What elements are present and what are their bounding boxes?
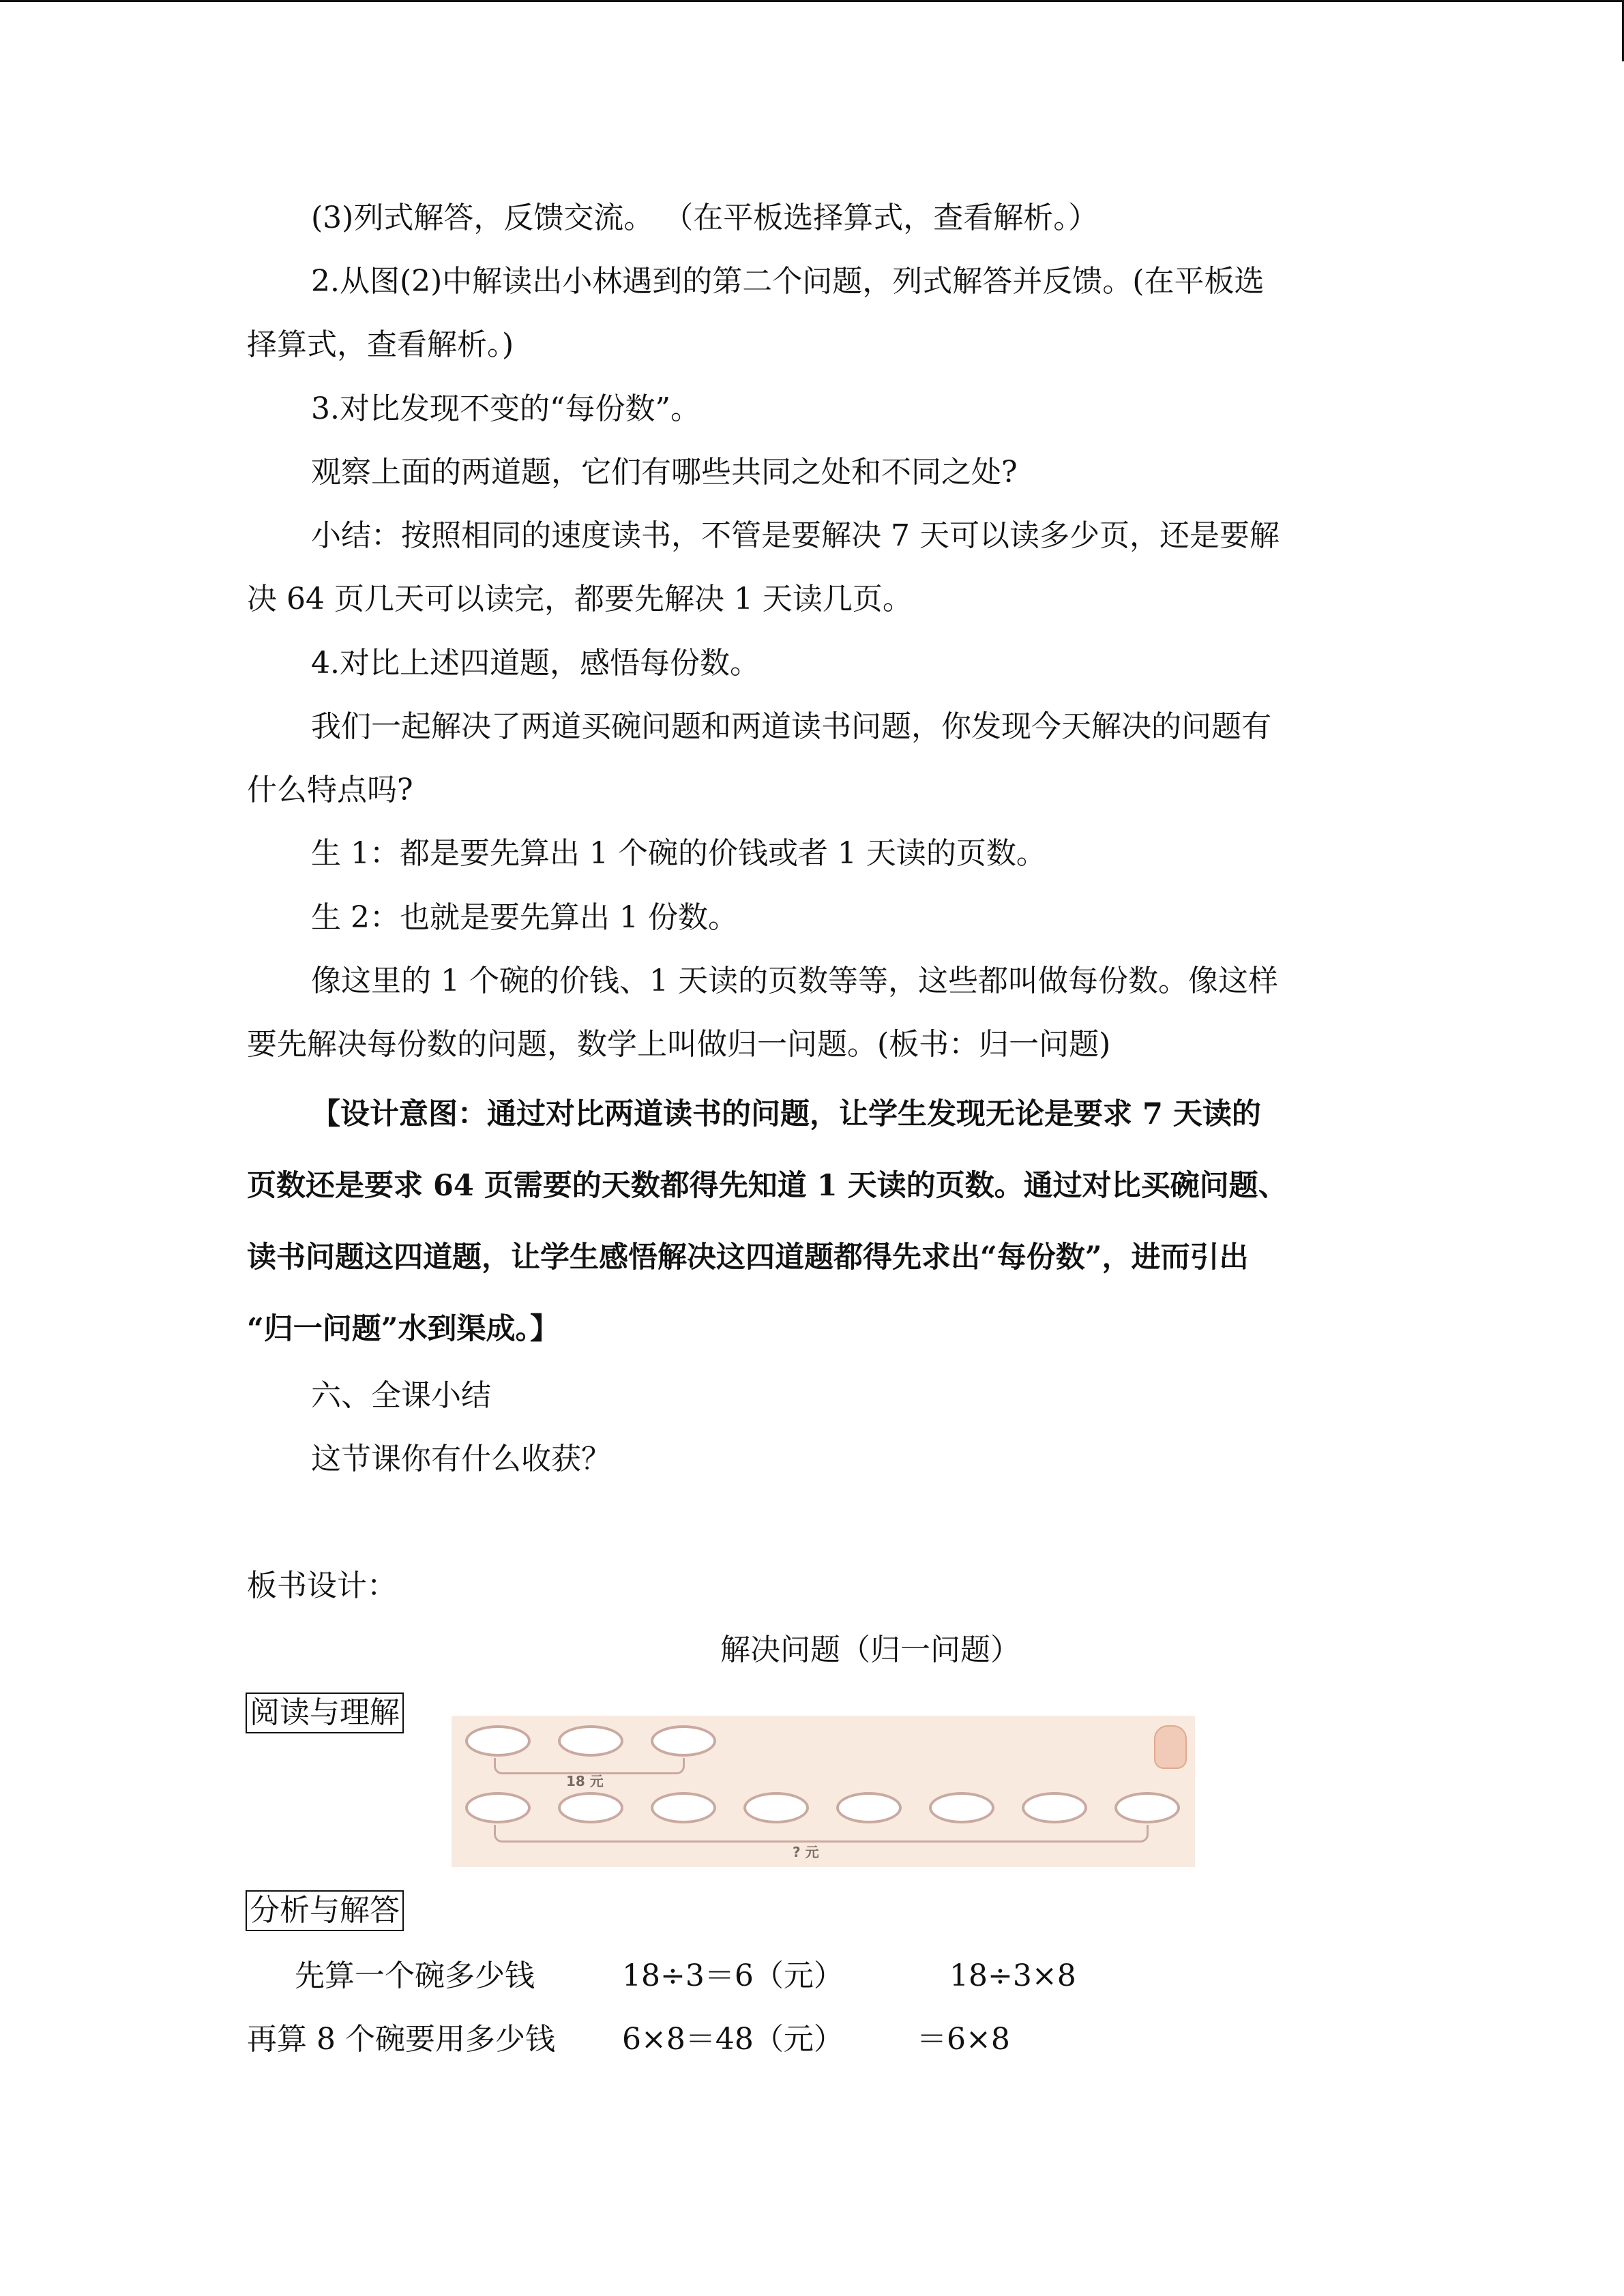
bowl-icon: [465, 1792, 531, 1823]
board-design-label: 板书设计：: [247, 1568, 397, 1603]
page-top-border: [0, 0, 1624, 2]
step2-text: 再算 8 个碗要用多少钱: [247, 2022, 555, 2057]
step-3-paragraph: (3)列式解答，反馈交流。 （在平板选择算式，查看解析。）: [311, 200, 1099, 235]
question-paragraph-line2: 什么特点吗?: [247, 773, 413, 807]
reading-box: [246, 1693, 404, 1733]
bowl-icon: [651, 1792, 716, 1823]
combined-equation-line2: ＝6×8: [917, 2022, 1010, 2057]
step1-text: 先算一个碗多少钱: [295, 1958, 535, 1993]
bowl-icon: [465, 1725, 531, 1757]
analysis-box: [246, 1890, 404, 1931]
summary-paragraph-line2: 决 64 页几天可以读完，都要先解决 1 天读几页。: [247, 582, 913, 616]
summary-paragraph-line1: 小结：按照相同的速度读书，不管是要解决 7 天可以读多少页，还是要解: [311, 518, 1280, 553]
step-2-paragraph-line2: 择算式，查看解析。): [247, 327, 514, 362]
harvest-question: 这节课你有什么收获？: [311, 1442, 611, 1476]
hand-icon: [1154, 1725, 1187, 1769]
bowl-icon: [558, 1792, 623, 1823]
top-price-label: 18 元: [566, 1773, 604, 1789]
analysis-box-label: 分析与解答: [246, 1890, 404, 1931]
bowl-icon: [651, 1725, 716, 1757]
design-intent-line1: 【设计意图：通过对比两道读书的问题，让学生发现无论是要求 7 天读的: [311, 1097, 1261, 1131]
bowl-icon: [929, 1792, 994, 1823]
bowl-icon: [743, 1792, 809, 1823]
design-intent-line3: 读书问题这四道题，让学生感悟解决这四道题都得先求出“每份数”，进而引出: [247, 1240, 1249, 1274]
bottom-price-label: ? 元: [793, 1844, 819, 1860]
design-intent-line2: 页数还是要求 64 页需要的天数都得先知道 1 天读的页数。通过对比买碗问题、: [247, 1169, 1288, 1203]
bowl-figure: [452, 1716, 1195, 1867]
explanation-line1: 像这里的 1 个碗的价钱、1 天读的页数等等，这些都叫做每份数。像这样: [311, 964, 1278, 998]
step2-equation: 6×8＝48（元）: [622, 2022, 844, 2057]
bowl-icon: [558, 1725, 623, 1757]
observe-paragraph: 观察上面的两道题，它们有哪些共同之处和不同之处?: [311, 455, 1018, 490]
board-title: 解决问题（归一问题）: [720, 1632, 1020, 1667]
bowl-icon: [836, 1792, 902, 1823]
step-2-paragraph-line1: 2.从图(2)中解读出小林遇到的第二个问题，列式解答并反馈。(在平板选: [311, 264, 1265, 299]
step1-equation: 18÷3＝6（元）: [622, 1958, 844, 1993]
bowl-icon: [1022, 1792, 1087, 1823]
explanation-line2: 要先解决每份数的问题，数学上叫做归一问题。(板书：归一问题): [247, 1027, 1111, 1062]
student-2-answer: 生 2：也就是要先算出 1 份数。: [311, 900, 738, 935]
combined-equation-line1: 18÷3×8: [949, 1958, 1076, 1993]
brace-bottom: [494, 1825, 1149, 1843]
bowl-icon: [1114, 1792, 1180, 1823]
section-6-heading: 六、全课小结: [311, 1378, 491, 1413]
student-1-answer: 生 1：都是要先算出 1 个碗的价钱或者 1 天读的页数。: [311, 836, 1046, 871]
step-3-heading: 3.对比发现不变的“每份数”。: [311, 391, 700, 426]
design-intent-line4: “归一问题”水到渠成。】: [247, 1312, 559, 1346]
reading-box-label: 阅读与理解: [246, 1693, 404, 1733]
step-4-heading: 4.对比上述四道题，感悟每份数。: [311, 646, 760, 681]
question-paragraph-line1: 我们一起解决了两道买碗问题和两道读书问题，你发现今天解决的问题有: [311, 709, 1271, 744]
